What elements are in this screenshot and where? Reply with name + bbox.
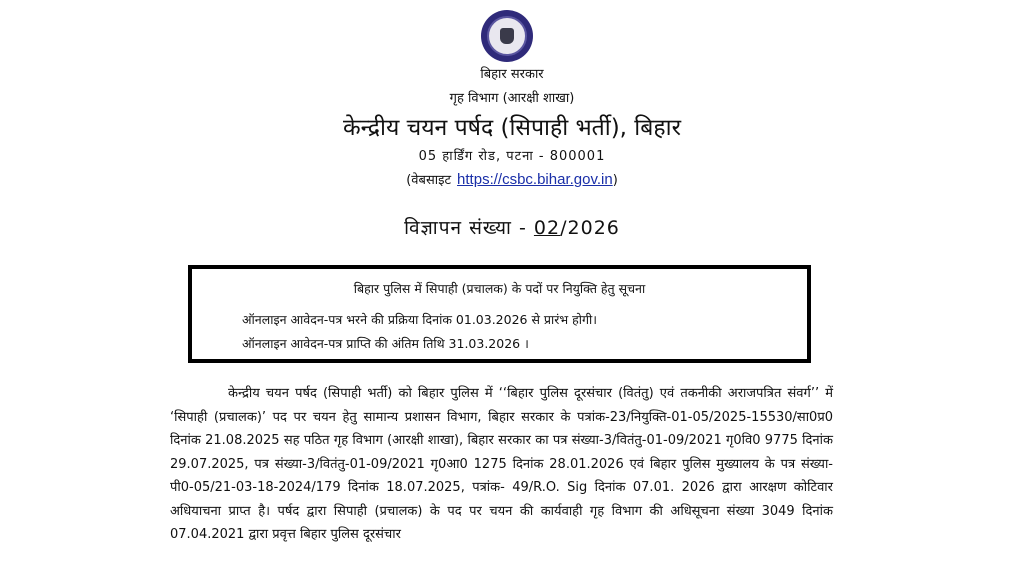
bihar-police-emblem-icon xyxy=(481,10,533,62)
advertisement-num: 02 xyxy=(533,217,561,239)
advertisement-year: /2026 xyxy=(560,217,620,239)
department-name: गृह विभाग (आरक्षी शाखा) xyxy=(449,91,575,106)
advertisement-number xyxy=(0,214,1024,240)
emblem-ring xyxy=(487,16,527,56)
notice-start-date: ऑनलाइन आवेदन-पत्र भरने की प्रक्रिया दिनांक 01.03.2026 से प्रारंभ होगी। xyxy=(242,312,598,327)
website-close: ) xyxy=(612,173,618,188)
address: 05 हार्डिंग रोड, पटना - 800001 xyxy=(418,149,606,164)
advertisement-label: विज्ञापन संख्या - xyxy=(404,217,534,239)
government-name: बिहार सरकार xyxy=(480,67,544,82)
website-line xyxy=(0,170,1024,188)
notice-last-date: ऑनलाइन आवेदन-पत्र प्राप्ति की अंतिम तिथि 31.03.2026 । xyxy=(242,336,529,351)
notice-title: बिहार पुलिस में सिपाही (प्रचालक) के पदों पर नियुक्ति हेतु सूचना xyxy=(353,281,646,296)
emblem-center xyxy=(500,28,514,44)
website-label: (वेबसाइट xyxy=(406,173,452,188)
website-link[interactable]: https://csbc.bihar.gov.in xyxy=(457,171,613,188)
notice-box xyxy=(188,265,811,363)
body-paragraph: केन्द्रीय चयन पर्षद (सिपाही भर्ती) को बिहार पुलिस में ‘‘बिहार पुलिस दूरसंचार (वितंतु) एवं तकनीकी अराजपत्रित संवर्ग’’ में ‘सिपाही (प्रचालक)’ पद पर चयन हेतु सामान्य प्रशासन विभाग, बिहार सरकार के पत्रांक-23/नियुक्ति-01-05/2025-15530/सा0प्र0 दिनांक 21.08.2025 सह पठित गृह विभाग (आरक्षी शाखा), बिहार सरकार का पत्र संख्या-3/वितंतु-01-09/2021 गृ0वि0 9775 दिनांक 29.07.2025, पत्र संख्या-3/वितंतु-01-09/2021 गृ0आ0 1275 दिनांक 28.01.2026 एवं बिहार पुलिस मुख्यालय के पत्र संख्या- पी0-05/21-03-18-2024/179 दिनांक 18.07.2025, पत्रांक- 49/R.O. Sig दिनांक 07.01. 2026 द्वारा आरक्षण कोटिवार अधियाचना प्राप्त है। पर्षद द्वारा सिपाही (प्रचालक) के पद पर चयन की कार्यवाही गृह विभाग की अधिसूचना संख्या 3049 दिनांक 07.04.2021 द्वारा प्रवृत्त बिहार पुलिस दूरसंचार xyxy=(170,386,833,542)
board-title: केन्द्रीय चयन पर्षद (सिपाही भर्ती), बिहार xyxy=(343,115,681,141)
